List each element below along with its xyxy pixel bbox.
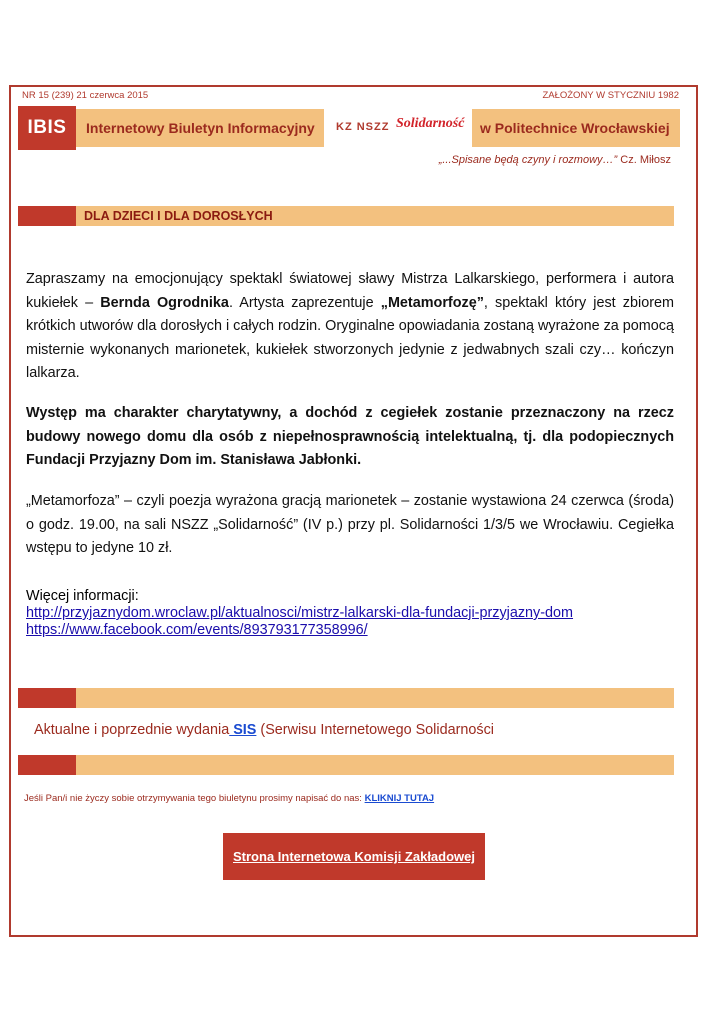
masthead-banner bbox=[18, 106, 680, 150]
archive-line bbox=[34, 722, 494, 738]
unsubscribe-line bbox=[24, 793, 434, 804]
divider-bar-2 bbox=[18, 755, 674, 775]
solidarnosc-logo: Solidarność bbox=[396, 116, 465, 131]
section-bar-accent bbox=[18, 206, 76, 226]
article-paragraph-3 bbox=[26, 490, 674, 561]
ibis-logo: IBIS bbox=[18, 106, 76, 150]
masthead-title-right: w Politechnice Wrocławskiej bbox=[480, 120, 670, 136]
article-paragraph-2 bbox=[26, 402, 674, 473]
more-info-label: Więcej informacji: bbox=[26, 588, 139, 604]
facebook-event-link[interactable]: https://www.facebook.com/events/893793177358996/ bbox=[26, 622, 368, 638]
archive-text-b: (Serwisu Internetowego Solidarności bbox=[256, 722, 494, 738]
divider-bar-1 bbox=[18, 688, 674, 708]
event-details: „Metamorfoza” – czyli poezja wyrażona gracją marionetek – zostanie wystawiona 24 czerwca (środa) o godz. 19.00, na sali NSZZ „Solidarność” (IV p.) przy pl. Solidarności 1/3/5 we Wrocławiu. Cegiełka wstępu to jedyne 10 zł. bbox=[26, 493, 674, 556]
section-header bbox=[18, 206, 674, 226]
article-paragraph-1 bbox=[26, 268, 674, 386]
section-title: DLA DZIECI I DLA DOROSŁYCH bbox=[84, 209, 273, 223]
motto-quote: „...Spisane będą czyny i rozmowy…” bbox=[438, 154, 618, 166]
sis-link[interactable]: SIS bbox=[229, 722, 257, 738]
committee-website-label: Strona Internetowa Komisji Zakładowej bbox=[233, 849, 475, 864]
divider-fill bbox=[76, 688, 674, 708]
divider-fill bbox=[76, 755, 674, 775]
committee-website-button[interactable] bbox=[223, 833, 485, 880]
motto bbox=[439, 154, 671, 166]
unsubscribe-link[interactable]: KLIKNIJ TUTAJ bbox=[364, 793, 435, 804]
p1-text-a: Zapraszamy na emocjonujący spektakl światowej sławy Mistrza Lalkarskiego, performera i autora kukiełek – bbox=[26, 271, 674, 311]
archive-text: Aktualne i poprzednie wydania bbox=[34, 722, 230, 738]
founded-note: ZAŁOŻONY W STYCZNIU 1982 bbox=[542, 90, 679, 101]
charity-note: Występ ma charakter charytatywny, a dochód z cegiełek zostanie przeznaczony na rzecz budowy nowego domu dla osób z niepełnosprawnością intelektualną, tj. dla podopiecznych Fundacji Przyjazny Dom im. Stanisława Jabłonki. bbox=[26, 405, 674, 468]
foundation-link[interactable]: http://przyjaznydom.wroclaw.pl/aktualnosci/mistrz-lalkarski-dla-fundacji-przyjazny-dom bbox=[26, 605, 574, 621]
unsubscribe-text: Jeśli Pan/i nie życzy sobie otrzymywania tego biuletynu prosimy napisać do nas: bbox=[24, 793, 365, 804]
divider-accent bbox=[18, 688, 76, 708]
artist-name: Bernda Ogrodnika bbox=[100, 294, 229, 311]
show-title: „Metamorfozę” bbox=[380, 294, 484, 311]
p1-text-c: , spektakl który jest zbiorem krótkich utworów dla dorosłych i całych rodzin. Oryginalne opowiadania zostaną wyrażone za pomocą misternie wykonanych marionetek, kukiełek stworzonych jedynie z jedwabnych szali czy… kończyn lalkarza. bbox=[26, 294, 674, 381]
motto-author: Cz. Miłosz bbox=[620, 154, 671, 166]
p1-text-b: . Artysta zaprezentuje bbox=[228, 294, 381, 311]
more-info bbox=[26, 588, 573, 639]
masthead-title-left: Internetowy Biuletyn Informacyjny bbox=[86, 120, 315, 136]
issue-number: NR 15 (239) 21 czerwca 2015 bbox=[22, 90, 149, 101]
divider-accent bbox=[18, 755, 76, 775]
union-name: KZ NSZZ bbox=[336, 121, 390, 133]
